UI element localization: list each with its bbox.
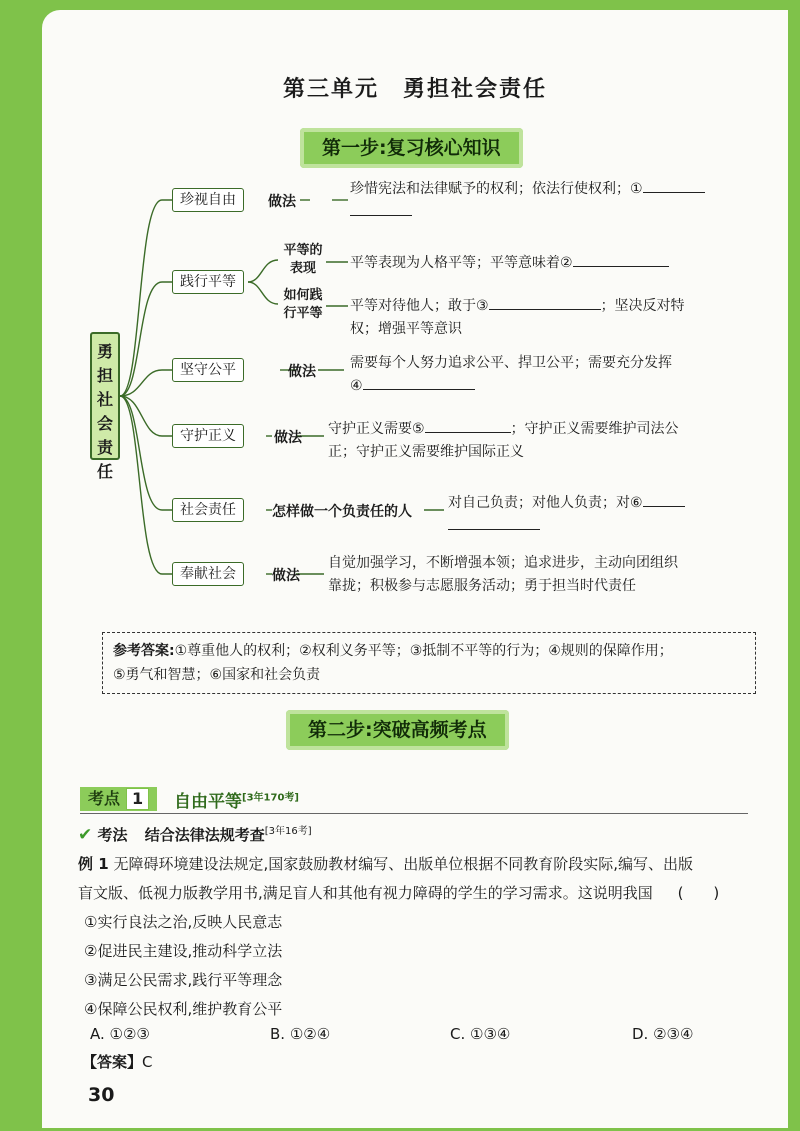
blank-2 [573,252,669,267]
statement-list [84,908,484,1024]
example-question [78,850,768,908]
b3-text-line1: 需要每个人努力追求公平、捍卫公平；需要充分发挥 [350,355,672,371]
b6-text-line2: 靠拢；积极参与志愿服务活动；勇于担当时代责任 [328,578,636,594]
b4-method-label: 做法 [274,430,302,446]
kaodian-tag-label: 考点 [88,789,121,808]
b5-text [448,492,738,538]
answer-line [82,1048,153,1077]
node-practice-equality: 践行平等 [172,270,244,294]
b2-text2-c: 权；增强平等意识 [350,321,462,337]
b2-text2 [350,295,730,341]
b2-sub2-label: 如何践行平等 [283,288,323,321]
example-line1: 无障碍环境建设法规定,国家鼓励教材编写、出版单位根据不同教育阶段实际,编写、出版 [113,855,693,873]
b3-text [350,352,730,398]
statement-item: ①实行良法之治,反映人民意志 [84,913,283,931]
b6-method-label: 做法 [272,568,300,584]
b4-text-line2: 正；守护正义需要维护国际正义 [328,444,524,460]
b1-method-label: 做法 [268,194,296,210]
kaodian-number: 1 [126,788,149,810]
statement-item: ④保障公民权利,维护教育公平 [84,1000,283,1018]
b6-text-line1: 自觉加强学习，不断增强本领；追求进步，主动向团组织 [328,555,678,571]
b5-how-label: 怎样做一个负责任的人 [272,504,412,520]
b2-sub1-label: 平等的表现 [283,243,323,276]
b4-text-a: 守护正义需要⑤ [328,421,425,437]
blank-1-cont [350,201,412,216]
b4-text-b: ；守护正义需要维护司法公 [510,421,679,437]
answers-label: 参考答案: [113,643,175,659]
kaofa-title: 结合法律法规考查 [144,826,265,844]
b4-text [328,418,728,464]
b6-text [328,552,728,598]
kaodian-count: [3年170考] [242,792,299,804]
b2-text2-a: 平等对待他人；敢于③ [350,298,489,314]
node-uphold-fairness: 坚守公平 [172,358,244,382]
kaodian-title-text: 自由平等 [174,792,242,812]
check-icon: ✔ [78,825,93,845]
blank-6-cont [448,515,540,530]
answers-line2: ⑤勇气和智慧；⑥国家和社会负责 [113,667,321,683]
answer-label: 【答案】 [82,1053,143,1071]
unit-title: 第三单元 勇担社会责任 [282,77,547,102]
b3-method-label: 做法 [288,364,316,380]
node-guard-justice: 守护正义 [172,424,244,448]
b5-text-line: 对自己负责；对他人负责；对⑥ [448,495,643,511]
node-dedicate-society: 奉献社会 [172,562,244,586]
b1-text [350,178,730,224]
kaofa-count: [3年16考] [264,826,312,837]
kaofa-label: 考法 [97,826,128,844]
blank-6 [643,492,685,507]
statement-item: ③满足公民需求,践行平等理念 [84,971,283,989]
reference-answers-box [102,632,756,694]
example-label: 例 1 [78,855,109,873]
blank-5 [425,418,511,433]
step1-banner: 第一步:复习核心知识 [300,128,523,168]
b2-text1 [350,252,669,275]
node-cherish-freedom: 珍视自由 [172,188,244,212]
node-social-responsibility: 社会责任 [172,498,244,522]
answer-paren: ( ) [677,884,720,902]
page-number: 30 [88,1084,115,1106]
b3-text-line2: ④ [350,378,363,394]
option-c: C. ①③④ [450,1025,511,1043]
b2-text2-b: ；坚决反对特 [600,298,685,314]
blank-1 [643,178,705,193]
blank-4 [363,375,475,390]
kaodian-tag [80,787,157,811]
kaofa-line [78,822,312,845]
option-a: A. ①②③ [90,1025,150,1043]
mindmap-root: 勇担社会责任 [90,332,120,460]
step2-banner: 第二步:突破高频考点 [286,710,509,750]
blank-3 [489,295,601,310]
example-line2: 盲文版、低视力版教学用书,满足盲人和其他有视力障碍的学生的学习需求。这说明我国 [78,884,653,902]
kaodian-title [174,787,299,812]
kaodian-header [80,783,748,814]
b1-text-line: 珍惜宪法和法律赋予的权利；依法行使权利；① [350,181,643,197]
b2-text1-line: 平等表现为人格平等；平等意味着② [350,255,573,271]
option-d: D. ②③④ [632,1025,694,1043]
answer-value: C [142,1053,153,1071]
answers-line1: ①尊重他人的权利；②权利义务平等；③抵制不平等的行为；④规则的保障作用； [174,643,673,659]
option-b: B. ①②④ [270,1025,331,1043]
statement-item: ②促进民主建设,推动科学立法 [84,942,283,960]
document-page [42,10,788,1128]
